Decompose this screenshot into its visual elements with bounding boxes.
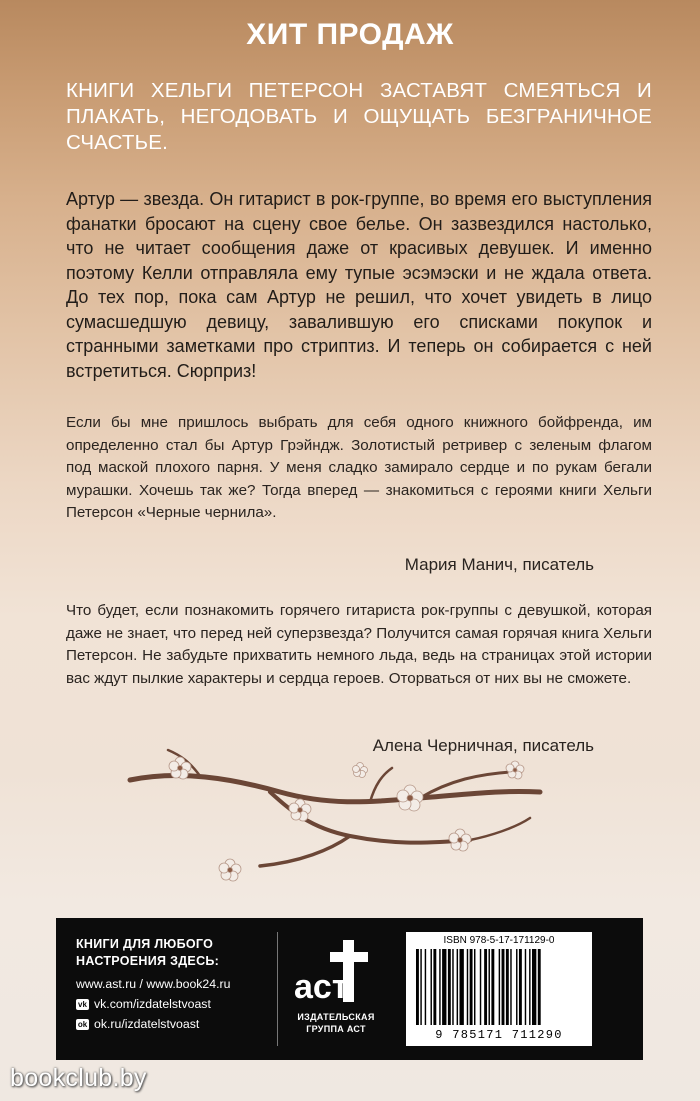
barcode-bar xyxy=(489,949,490,1025)
ok-link-text: ok.ru/izdatelstvoast xyxy=(94,1017,200,1031)
divider xyxy=(277,932,278,1046)
review-text: Что будет, если познакомить горячего гитариста рок-группы с девушкой, которая даже не знает, что перед ней суперзвезда? Получится самая горячая книга Хельги Петерсон. Не забудьте прихватить немного льда, ведь на страницах этой истории вас ждут пылкие характеры и сердца героев. Оторваться от них вы не сможете. xyxy=(66,602,652,687)
info-heading: НАСТРОЕНИЯ ЗДЕСЬ: xyxy=(76,954,220,968)
barcode-bar xyxy=(460,949,464,1025)
barcode xyxy=(406,932,592,1046)
barcode-bar xyxy=(420,949,421,1025)
barcode-bar xyxy=(452,949,453,1025)
vk-icon: vk xyxy=(76,999,89,1010)
barcode-bar xyxy=(431,949,432,1025)
barcode-bar xyxy=(491,949,494,1025)
barcode-bar xyxy=(448,949,451,1025)
blossom-branch-illustration xyxy=(120,740,600,890)
barcode-bar xyxy=(525,949,526,1025)
barcode-bar xyxy=(516,949,517,1025)
barcode-bar xyxy=(506,949,509,1025)
isbn-label: ISBN 978-5-17-171129-0 xyxy=(443,935,555,946)
barcode-bar xyxy=(474,949,475,1025)
barcode-bar xyxy=(433,949,436,1025)
barcode-bar xyxy=(529,949,530,1025)
barcode-bar xyxy=(457,949,458,1025)
tagline: КНИГИ ХЕЛЬГИ ПЕТЕРСОН ЗАСТАВЯТ СМЕЯТЬСЯ И ПЛАКАТЬ, НЕГОДОВАТЬ И ОЩУЩАТЬ БЕЗГРАНИЧНОЕ СЧАСТЬЕ. xyxy=(66,79,652,154)
review-signature: Мария Манич, писатель xyxy=(404,555,594,574)
barcode-bar xyxy=(499,949,500,1025)
ok-link[interactable] xyxy=(76,1014,230,1034)
review-text: Если бы мне пришлось выбрать для себя одного книжного бойфренда, им определенно стал бы Артур Грэйндж. Золотистый ретривер с зеленым флагом под маской плохого парня. У меня сладко замирало сердце и по рукам бегали мурашки. Хочешь так же? Тогда вперед — знакомиться с героями книги Хельги Петерсон «Черные чернила». xyxy=(66,414,652,521)
vk-link[interactable] xyxy=(76,994,230,1014)
barcode-bar xyxy=(510,949,511,1025)
info-column xyxy=(76,936,230,1034)
barcode-bar xyxy=(502,949,505,1025)
publisher-info-bar xyxy=(56,918,643,1060)
barcode-bar xyxy=(425,949,426,1025)
publisher-logo-text: аст xyxy=(294,968,349,1006)
headline: ХИТ ПРОДАЖ xyxy=(246,18,454,51)
barcode-digits: 9 785171 711290 xyxy=(435,1028,563,1042)
barcode-bar xyxy=(538,949,541,1025)
barcode-bar xyxy=(519,949,522,1025)
barcode-bars xyxy=(412,949,586,1027)
info-heading: КНИГИ ДЛЯ ЛЮБОГО xyxy=(76,937,214,951)
barcode-bar xyxy=(467,949,468,1025)
publisher-name-line: ГРУППА АСТ xyxy=(306,1024,366,1034)
watermark: bookclub.by xyxy=(10,1064,147,1092)
barcode-bar xyxy=(442,949,446,1025)
ok-icon: ok xyxy=(77,1019,88,1029)
vk-link-text: vk.com/izdatelstvoast xyxy=(94,997,211,1011)
barcode-bar xyxy=(480,949,481,1025)
publisher-logo xyxy=(288,938,384,1006)
review-signature: Алена Черничная, писатель xyxy=(372,736,594,755)
barcode-bar xyxy=(484,949,487,1025)
website-links[interactable]: www.ast.ru / www.book24.ru xyxy=(76,977,231,991)
publisher-name xyxy=(284,1011,388,1035)
barcode-bar xyxy=(532,949,536,1025)
publisher-name-line: ИЗДАТЕЛЬСКАЯ xyxy=(297,1012,375,1022)
barcode-bar xyxy=(439,949,440,1025)
barcode-bar xyxy=(416,949,419,1025)
barcode-bar xyxy=(470,949,473,1025)
blurb: Артур — звезда. Он гитарист в рок-группе, во время его выступления фанатки бросают на сцену свое белье. Он зазвездился настолько, что не читает сообщения даже от красивых девушек. И именно поэтому Келли отправляла ему тупые эсэмэски и не ждала ответа. До тех пор, пока сам Артур не решил, что хочет увидеть в лицо сумасшедшую девицу, завалившую его списками покупок и странными заметками про стриптиз. И теперь он собирается с ней встретиться. Сюрприз! xyxy=(66,189,652,381)
